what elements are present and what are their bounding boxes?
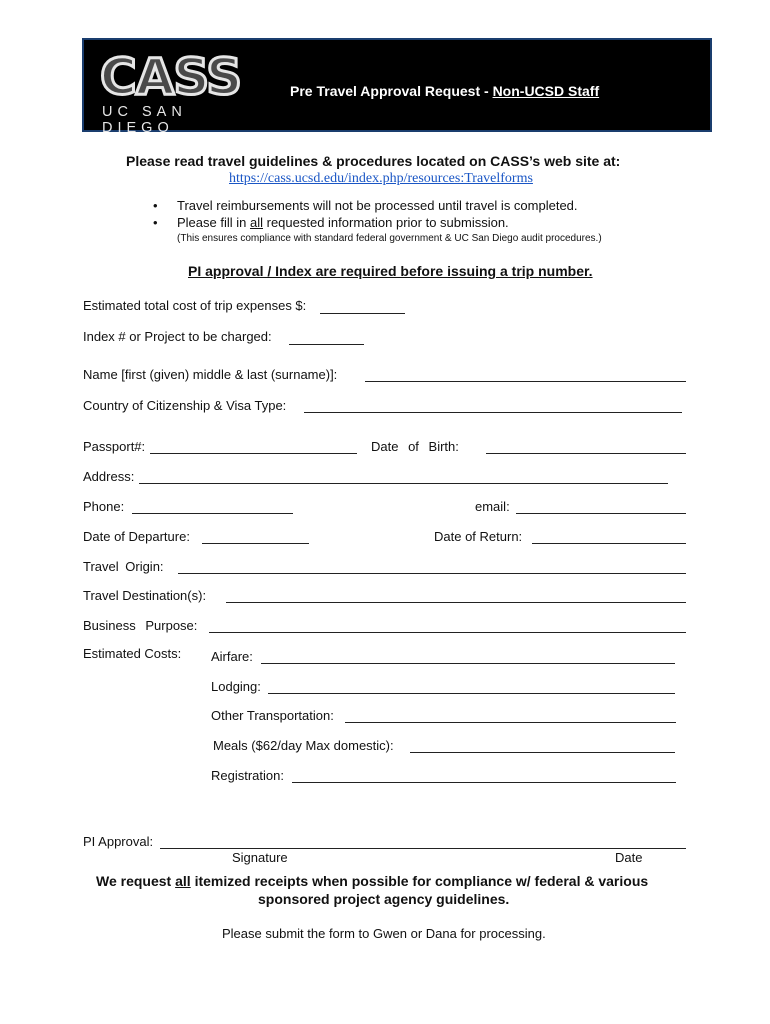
- address-label: Address:: [83, 469, 135, 484]
- receipts-all: all: [175, 873, 191, 889]
- meals-field[interactable]: [410, 752, 675, 753]
- cass-logo: [100, 48, 250, 136]
- dob-field[interactable]: [486, 453, 686, 454]
- logo-subtitle: UC SAN DIEGO: [102, 104, 187, 136]
- date-caption: Date: [615, 850, 643, 865]
- cost-field[interactable]: [320, 313, 405, 314]
- guidelines-link[interactable]: https://cass.ucsd.edu/index.php/resources:Travelforms: [229, 171, 533, 186]
- airfare-label: Airfare:: [211, 649, 253, 664]
- phone-field[interactable]: [132, 513, 293, 514]
- header-banner: [82, 38, 712, 136]
- departure-label: Date of Departure:: [83, 529, 190, 544]
- passport-label: Passport#:: [83, 439, 146, 454]
- receipts-notice-line1: [96, 873, 648, 889]
- destination-label: Travel Destination(s):: [83, 588, 207, 603]
- form-title: [290, 83, 599, 99]
- passport-field[interactable]: [150, 453, 357, 454]
- estimated-costs-label: Estimated Costs:: [83, 646, 182, 661]
- address-field[interactable]: [139, 483, 668, 484]
- name-field[interactable]: [365, 381, 686, 382]
- email-label: email:: [475, 499, 510, 514]
- citizenship-label: Country of Citizenship & Visa Type:: [83, 398, 287, 413]
- pi-approval-field[interactable]: [160, 848, 686, 849]
- signature-caption: Signature: [232, 850, 288, 865]
- form-title-underlined: Non-UCSD Staff: [492, 83, 600, 99]
- lodging-label: Lodging:: [211, 679, 261, 694]
- bullet-fill-post: requested information prior to submission.: [263, 215, 509, 230]
- meals-label: Meals ($62/day Max domestic):: [213, 738, 394, 753]
- origin-label: Travel Origin:: [83, 559, 164, 574]
- return-field[interactable]: [532, 543, 686, 544]
- purpose-label: Business Purpose:: [83, 618, 198, 633]
- citizenship-field[interactable]: [304, 412, 682, 413]
- pi-approval-notice: PI approval / Index are required before issuing a trip number.: [188, 263, 593, 279]
- other-transport-label: Other Transportation:: [211, 708, 334, 723]
- purpose-field[interactable]: [209, 632, 686, 633]
- receipts-post: itemized receipts when possible for compliance w/ federal & various: [190, 873, 649, 889]
- bullet-reimbursement: • Travel reimbursements will not be processed until travel is completed.: [177, 198, 578, 213]
- receipts-notice-line2: sponsored project agency guidelines.: [258, 891, 510, 907]
- dob-label: Date of Birth:: [371, 439, 459, 454]
- index-label: Index # or Project to be charged:: [83, 329, 272, 344]
- form-title-prefix: Pre Travel Approval Request -: [290, 83, 493, 99]
- registration-field[interactable]: [292, 782, 676, 783]
- receipts-pre: We request: [96, 873, 176, 889]
- registration-label: Registration:: [211, 768, 284, 783]
- submit-instructions: Please submit the form to Gwen or Dana for processing.: [222, 926, 546, 941]
- departure-field[interactable]: [202, 543, 309, 544]
- other-transport-field[interactable]: [345, 722, 676, 723]
- phone-label: Phone:: [83, 499, 125, 514]
- guidelines-heading: Please read travel guidelines & procedures located on CASS’s web site at:: [126, 153, 621, 169]
- pi-approval-label: PI Approval:: [83, 834, 154, 849]
- email-field[interactable]: [516, 513, 686, 514]
- index-field[interactable]: [289, 344, 364, 345]
- destination-field[interactable]: [226, 602, 686, 603]
- cost-label: Estimated total cost of trip expenses $:: [83, 298, 307, 313]
- lodging-field[interactable]: [268, 693, 675, 694]
- return-label: Date of Return:: [434, 529, 523, 544]
- bullet-fill-all-word: all: [249, 215, 263, 230]
- bullet-fill-all: [177, 215, 509, 230]
- bullet-fill-pre: Please fill in: [177, 215, 250, 230]
- logo-wordmark: CASS: [100, 48, 242, 106]
- name-label: Name [first (given) middle & last (surname)]:: [83, 367, 338, 382]
- compliance-note: (This ensures compliance with standard federal government & UC San Diego audit procedures.): [177, 233, 602, 244]
- origin-field[interactable]: [178, 573, 686, 574]
- airfare-field[interactable]: [261, 663, 675, 664]
